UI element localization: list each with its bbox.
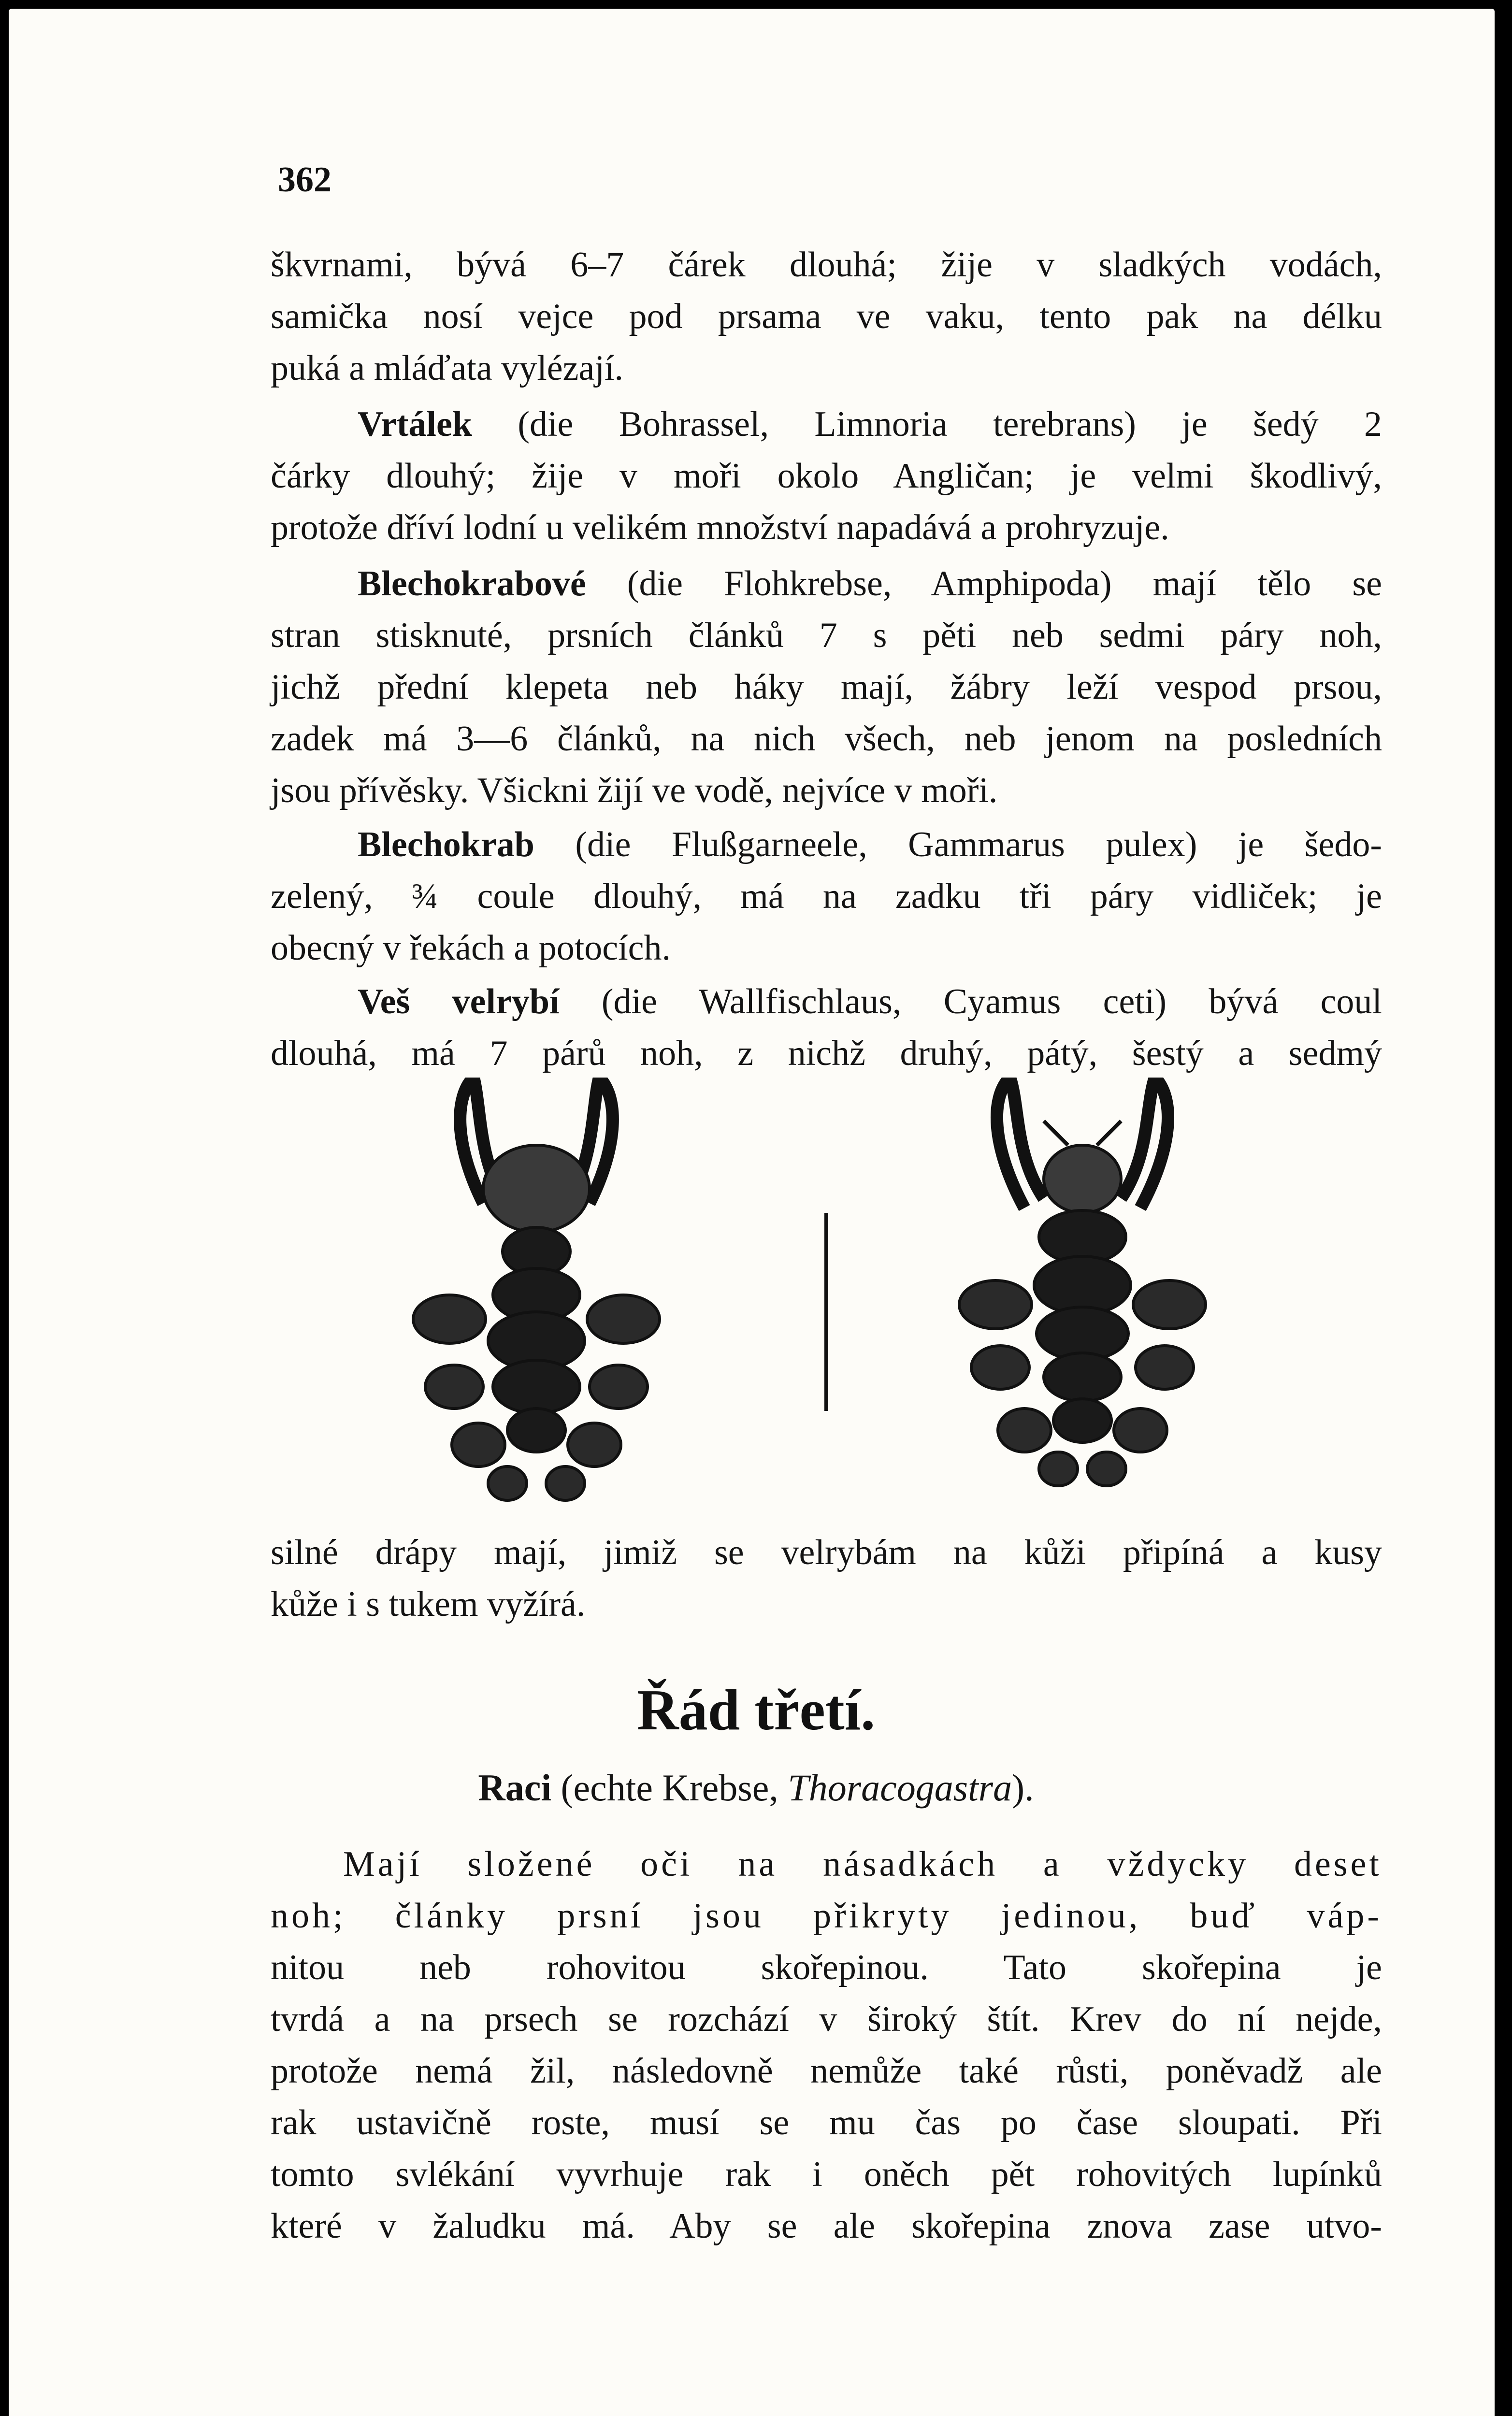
paragraph-continuation [271,1527,1382,1630]
entry-term: Vrtálek [358,404,472,444]
text-line: jsou přívěsky. Všickni žijí ve vodě, nejvíce v moři. [271,771,998,810]
paragraph-vrtalek [271,399,1382,554]
section-subtitle: Raci (echte Krebse, Thoracogastra). [478,1767,1034,1809]
text-line: které v žaludku má. Aby se ale skořepina znova zase utvo- [271,2206,1382,2246]
whale-louse-illustration [396,1078,1266,1512]
text-line: dlouhá, má 7 párů noh, z nichž druhý, pátý, šestý a sedmý [271,1034,1382,1073]
text-line: silné drápy mají, jimiž se velrybám na kůži připíná a kusy [271,1533,1382,1572]
text-line: tvrdá a na prsech se rozchází v široký štít. Krev do ní nejde, [271,1999,1382,2039]
text-line: puká a mláďata vylézají. [271,348,623,388]
text-line: zadek má 3—6 článků, na nich všech, neb jenom na posledních [271,719,1382,759]
text-line: samička nosí vejce pod prsama ve vaku, tento pak na délku [271,297,1382,336]
text-line: noh; články prsní jsou přikryty jedinou, buď váp- [271,1896,1382,1936]
text-line: obecný v řekách a potocích. [271,928,671,968]
paragraph-ves-velrybi [271,976,1382,1079]
text-line: Veš velrybí (die Wallfischlaus, Cyamus ceti) bývá coul [358,982,1382,1021]
entry-term: Blechokrabové [358,564,586,604]
text-line: rak ustavičně roste, musí se mu čas po čase sloupati. Při [271,2103,1382,2143]
text-line: Vrtálek (die Bohrassel, Limnoria terebrans) je šedý 2 [358,404,1382,444]
text-line: Blechokrabové (die Flohkrebse, Amphipoda) mají tělo se [358,564,1382,604]
text-line: jichž přední klepeta neb háky mají, žábry leží vespod prsou, [271,667,1382,707]
entry-term: Blechokrab [358,825,534,864]
text-line: protože nemá žil, následovně nemůže také růsti, poněvadž ale [271,2051,1382,2091]
paragraph-raci [271,1839,1382,2252]
page-number: 362 [278,160,331,200]
paragraph-blechokrabove [271,558,1382,817]
whale-louse-ventral-figure [959,1078,1206,1486]
paragraph-blechokrab [271,819,1382,974]
text-line: čárky dlouhý; žije v moři okolo Angličan; je velmi škodlivý, [271,456,1382,496]
section-title: Řád třetí. [636,1678,876,1742]
text-line: Blechokrab (die Flußgarneele, Gammarus pulex) je šedo- [358,825,1382,864]
paragraph-continuation [271,239,1382,394]
text-line: zelený, ¾ coule dlouhý, má na zadku tři páry vidliček; je [271,877,1382,916]
text-line: škvrnami, bývá 6–7 čárek dlouhá; žije v sladkých vodách, [271,245,1382,285]
text-line: tomto svlékání vyvrhuje rak i oněch pět rohovitých lupínků [271,2155,1382,2194]
text-line: kůže i s tukem vyžírá. [271,1584,586,1624]
entry-term: Veš velrybí [358,982,560,1021]
whale-louse-dorsal-figure [413,1078,660,1500]
text-line: stran stisknuté, prsních článků 7 s pěti neb sedmi páry noh, [271,616,1382,655]
text-line: Mají složené oči na násadkách a vždycky deset [343,1844,1382,1884]
text-line: protože dříví lodní u velikém množství napadává a prohryzuje. [271,508,1169,547]
text-line: nitou neb rohovitou skořepinou. Tato skořepina je [271,1948,1382,1987]
